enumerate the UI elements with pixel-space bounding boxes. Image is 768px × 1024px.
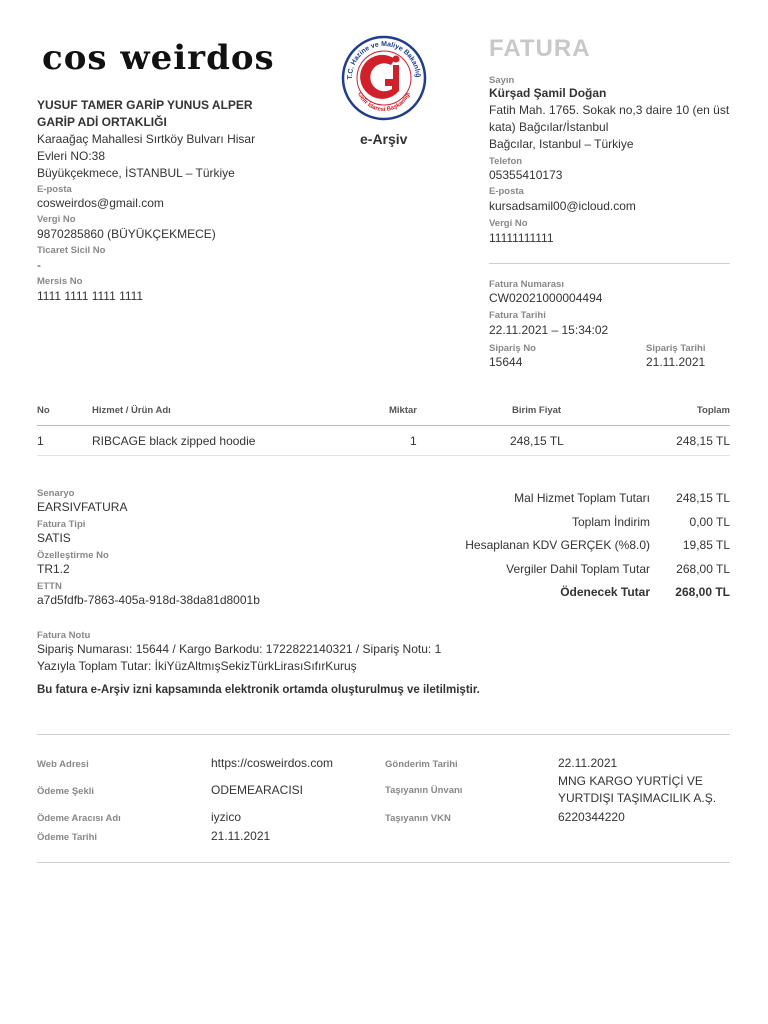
buyer-divider <box>489 263 730 264</box>
total-discount-value: 0,00 TL <box>689 515 730 529</box>
payment-agent: iyzico <box>211 810 242 824</box>
footer-top-divider <box>37 734 730 735</box>
carrier-vkn: 6220344220 <box>558 810 625 824</box>
scenario: EARSIVFATURA <box>37 500 128 514</box>
e-archive-statement: Bu fatura e-Arşiv izni kapsamında elektronik ortamda oluşturulmuş ve iletilmiştir. <box>37 684 480 696</box>
payment-agent-label: Ödeme Aracısı Adı <box>37 813 121 824</box>
buyer-address-line1: Fatih Mah. 1765. Sokak no,3 daire 10 (en üst <box>489 103 730 117</box>
seller-mersis-no: 1111 1111 1111 1111 <box>37 289 144 303</box>
gib-seal-icon <box>337 35 431 121</box>
total-vat-label: Hesaplanan KDV GERÇEK (%8.0) <box>465 538 650 552</box>
seller-address-line2: Evleri NO:38 <box>37 149 106 163</box>
total-incl-tax-label: Vergiler Dahil Toplam Tutar <box>506 562 650 576</box>
th-total: Toplam <box>696 405 730 416</box>
th-qty: Miktar <box>389 405 417 416</box>
total-discount-label: Toplam İndirim <box>571 515 650 529</box>
invoice-date: 22.11.2021 – 15:34:02 <box>489 323 609 337</box>
total-discount <box>440 515 730 531</box>
ettn: a7d5fdfb-7863-405a-918d-38da81d8001b <box>37 593 260 607</box>
note-line2: Yazıyla Toplam Tutar: İkiYüzAltmışSekizTürkLirasıSıfırKuruş <box>37 659 357 673</box>
carrier-name <box>558 773 716 807</box>
seller-email-label: E-posta <box>37 184 72 195</box>
note-label: Fatura Notu <box>37 630 91 641</box>
total-incl-tax <box>440 562 730 578</box>
th-no: No <box>37 405 50 416</box>
buyer-address-line3: Bağcılar, Istanbul – Türkiye <box>489 137 634 151</box>
gib-seal <box>337 35 431 121</box>
invoice-title: FATURA <box>489 35 591 62</box>
row-product: RIBCAGE black zipped hoodie <box>92 434 256 448</box>
custom-no: TR1.2 <box>37 562 70 576</box>
seller-mersis-label: Mersis No <box>37 276 83 287</box>
carrier-line1: MNG KARGO YURTİÇİ VE <box>558 774 703 788</box>
row-total: 248,15 TL <box>676 434 730 448</box>
total-vat-value: 19,85 TL <box>682 538 730 552</box>
seller-tax-label: Vergi No <box>37 214 76 225</box>
invoice-type-label: Fatura Tipi <box>37 519 86 530</box>
buyer-label: Sayın <box>489 75 515 86</box>
th-unit-price: Birim Fiyat <box>512 405 562 416</box>
seller-address-line1: Karaağaç Mahallesi Sırtköy Bulvarı Hisar <box>37 132 256 146</box>
total-incl-tax-value: 268,00 TL <box>676 562 730 576</box>
buyer-tax-no: 11111111111 <box>489 231 554 245</box>
table-header-divider <box>37 425 730 426</box>
invoice-type: SATIS <box>37 531 71 545</box>
buyer-name: Kürşad Şamil Doğan <box>489 86 607 100</box>
document-type: e-Arşiv <box>360 131 408 147</box>
buyer-phone-label: Telefon <box>489 156 523 167</box>
buyer-phone: 05355410173 <box>489 168 563 182</box>
seller-name-line1: YUSUF TAMER GARİP YUNUS ALPER <box>37 98 253 112</box>
seller-logo: cos weirdos <box>42 38 275 78</box>
total-vat <box>440 538 730 554</box>
total-payable-value: 268,00 TL <box>675 585 730 599</box>
seller-trade-label: Ticaret Sicil No <box>37 245 106 256</box>
table-row-divider <box>37 455 730 456</box>
total-goods-label: Mal Hizmet Toplam Tutarı <box>514 491 650 505</box>
carrier-label: Taşıyanın Ünvanı <box>385 785 463 796</box>
buyer-email-label: E-posta <box>489 186 524 197</box>
buyer-address-line2: kata) Bağcılar/İstanbul <box>489 120 609 134</box>
total-goods <box>440 491 730 507</box>
carrier-vkn-label: Taşıyanın VKN <box>385 813 451 824</box>
seller-name-line2: GARİP ADİ ORTAKLIĞI <box>37 115 167 129</box>
invoice-date-label: Fatura Tarihi <box>489 310 546 321</box>
seal-arc-top: T.C. Hazine ve Maliye Bakanlığ <box>346 40 422 80</box>
payment-date-label: Ödeme Tarihi <box>37 832 98 843</box>
scenario-label: Senaryo <box>37 488 75 499</box>
payment-date: 21.11.2021 <box>211 829 271 843</box>
buyer-address <box>489 102 734 153</box>
total-goods-value: 248,15 TL <box>676 491 730 505</box>
ettn-label: ETTN <box>37 581 62 592</box>
seller-trade-no: - <box>37 258 41 272</box>
row-no: 1 <box>37 434 44 448</box>
order-date: 21.11.2021 <box>646 355 706 369</box>
seller-tax-no: 9870285860 (BÜYÜKÇEKMECE) <box>37 227 216 241</box>
seller-name <box>37 97 287 131</box>
payment-method-label: Ödeme Şekli <box>37 786 95 797</box>
seller-email: cosweirdos@gmail.com <box>37 196 164 210</box>
payment-method: ODEMEARACISI <box>211 783 304 797</box>
web-link[interactable]: https://cosweirdos.com <box>211 756 334 770</box>
th-product: Hizmet / Ürün Adı <box>92 405 171 416</box>
buyer-tax-label: Vergi No <box>489 218 528 229</box>
invoice-number-label: Fatura Numarası <box>489 279 564 290</box>
seller-address-line3: Büyükçekmece, İSTANBUL – Türkiye <box>37 166 235 180</box>
send-date-label: Gönderim Tarihi <box>385 759 458 770</box>
order-date-label: Sipariş Tarihi <box>646 343 706 354</box>
send-date: 22.11.2021 <box>558 756 618 770</box>
row-unit-price: 248,15 TL <box>510 434 564 448</box>
total-payable <box>440 585 730 601</box>
order-no: 15644 <box>489 355 523 369</box>
footer-bottom-divider <box>37 862 730 863</box>
carrier-line2: YURTDIŞI TAŞIMACILIK A.Ş. <box>558 791 717 805</box>
row-qty: 1 <box>410 434 417 448</box>
buyer-email: kursadsamil00@icloud.com <box>489 199 636 213</box>
invoice-number: CW02021000004494 <box>489 291 603 305</box>
web-label: Web Adresi <box>37 759 89 770</box>
total-payable-label: Ödenecek Tutar <box>560 585 650 599</box>
custom-no-label: Özelleştirme No <box>37 550 109 561</box>
order-no-label: Sipariş No <box>489 343 536 354</box>
seal-arc-bottom: Gelir İdaresi Başkanlığı <box>356 91 412 114</box>
seller-address <box>37 131 287 182</box>
note-line1: Sipariş Numarası: 15644 / Kargo Barkodu: 1722822140321 / Sipariş Notu: 1 <box>37 642 442 656</box>
